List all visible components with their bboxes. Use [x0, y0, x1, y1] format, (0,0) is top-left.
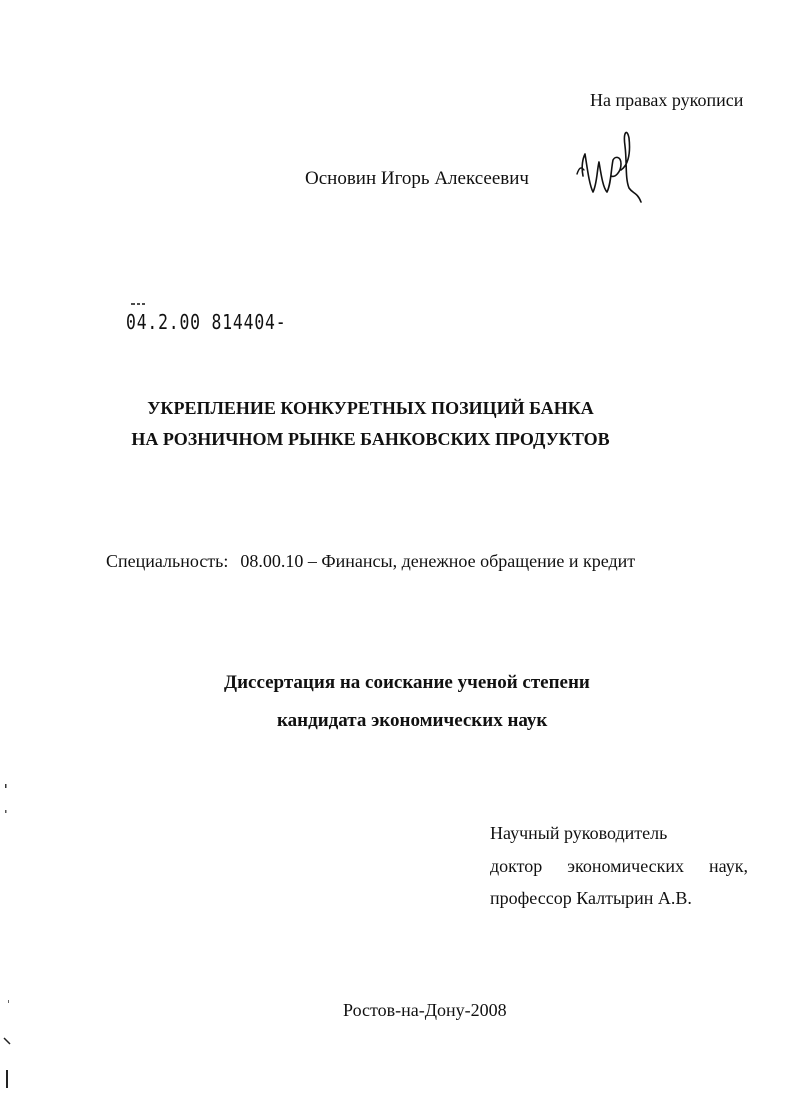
author-name: Основин Игорь Алексеевич [305, 168, 529, 189]
supervisor-degree-word: экономических [567, 856, 685, 876]
supervisor-degree-word: наук, [709, 856, 748, 876]
specialty-label: Специальность: [106, 551, 229, 571]
thesis-degree-line-1: Диссертация на соискание ученой степени [224, 672, 590, 693]
city-year: Ростов-на-Дону-2008 [343, 1000, 507, 1020]
registration-mark-icon [130, 301, 146, 307]
thesis-degree-line-2: кандидата экономических наук [277, 710, 548, 731]
supervisor-role: Научный руководитель [490, 823, 668, 843]
specialty-value: 08.00.10 – Финансы, денежное обращение и кредит [240, 551, 636, 571]
signature-image [575, 126, 645, 204]
manuscript-rights-note: На правах рукописи [590, 90, 744, 110]
title-line-1: УКРЕПЛЕНИЕ КОНКУРЕТНЫХ ПОЗИЦИЙ БАНКА [147, 398, 594, 418]
supervisor-degree-word: доктор [490, 856, 543, 876]
specialty [106, 551, 635, 572]
scan-artifacts [0, 770, 20, 1094]
supervisor-degree [490, 856, 748, 877]
supervisor-name: профессор Калтырин А.В. [490, 888, 692, 908]
registration-number: 04.2.00 814404- [126, 310, 287, 334]
title-line-2: НА РОЗНИЧНОМ РЫНКЕ БАНКОВСКИХ ПРОДУКТОВ [131, 429, 610, 449]
